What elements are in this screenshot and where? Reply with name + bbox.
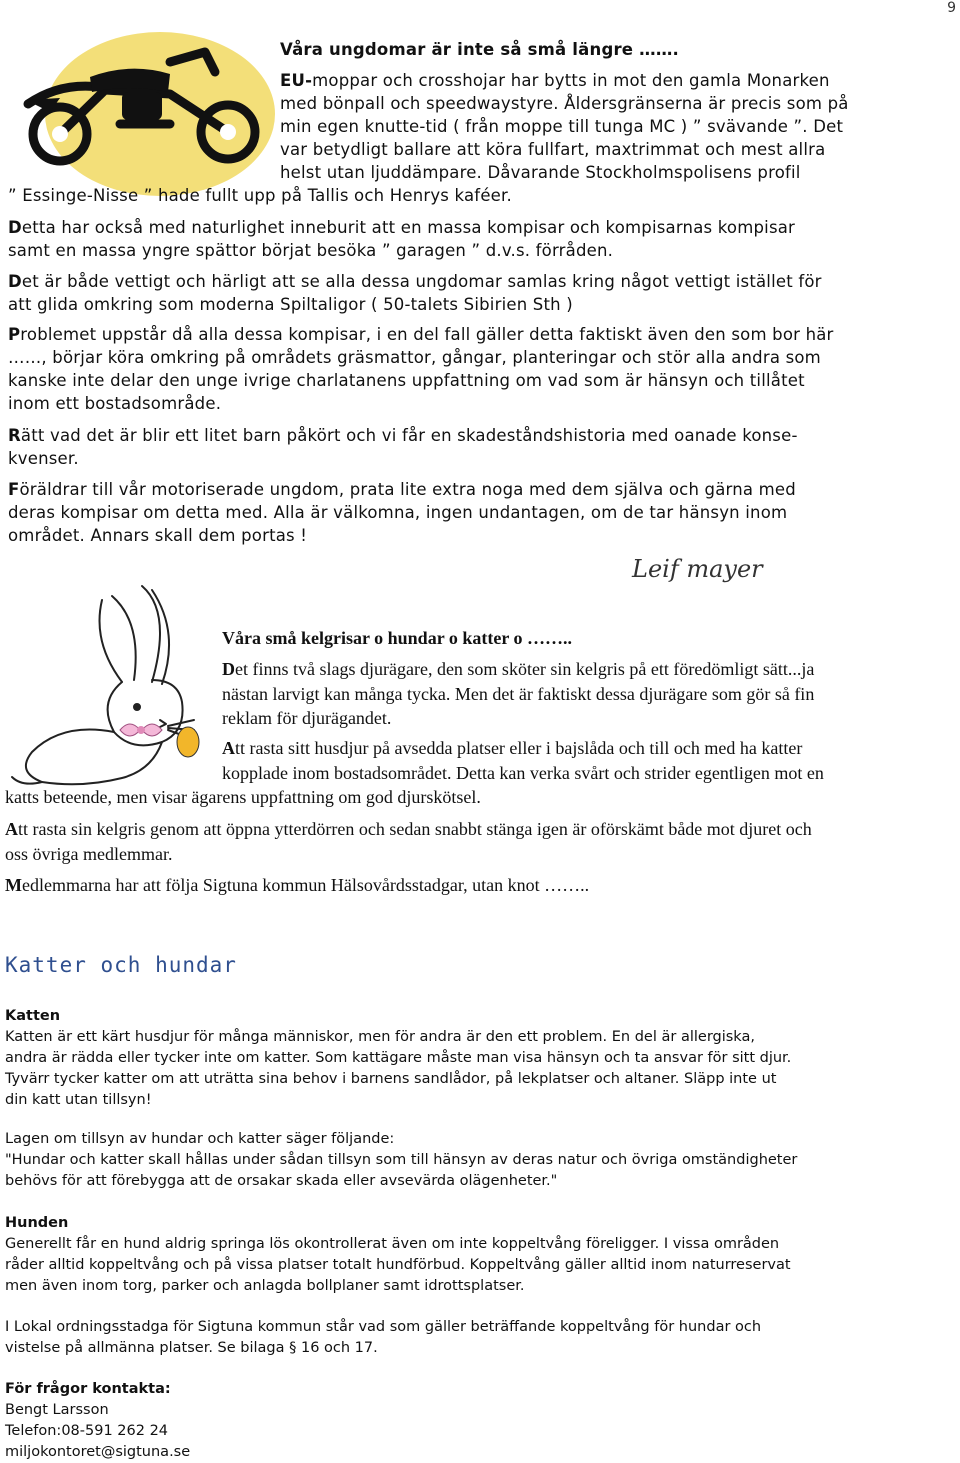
text: Katten är ett kärt husdjur för många människor, men för andra är den ett problem. En del är allergiska,: [5, 1029, 755, 1045]
text: min egen knutte-tid ( från moppe till tunga MC ) ” svävande ”. Det: [280, 117, 844, 136]
lag-block: [5, 1129, 797, 1192]
rabbit-illustration: [2, 582, 214, 790]
paragraph-problemet: [8, 323, 834, 415]
contact-email[interactable]: miljokontoret@sigtuna.se: [5, 1444, 191, 1460]
contact-block: [5, 1379, 190, 1463]
text: ” Essinge-Nisse ” hade fullt upp på Tallis och Henrys kaféer.: [8, 186, 512, 205]
text: moppar och crosshojar har bytts in mot den gamla Monarken: [312, 71, 830, 90]
lokal-block: [5, 1317, 761, 1359]
motorcycle-illustration: [20, 32, 280, 202]
hunden-block: [5, 1213, 791, 1297]
signature: Leif mayer: [632, 555, 763, 583]
paragraph-rasta-kelgris: [5, 817, 812, 866]
text: "Hundar och katter skall hållas under sådan tillsyn som till hänsyn av deras natur och övriga omständigheter: [5, 1152, 798, 1168]
text: tt rasta sin kelgris genom att öppna ytterdörren och sedan snabbt stänga igen är oförskämt både mot djuret och: [18, 819, 812, 839]
text: samt en massa yngre spättor börjat besöka ” garagen ” d.v.s. förråden.: [8, 241, 614, 260]
paragraph-djuragare: [222, 657, 814, 731]
paragraph-foraldrar: [8, 478, 796, 547]
paragraph-kompisar: [8, 216, 795, 262]
lead: M: [5, 875, 22, 895]
text: oss övriga medlemmar.: [5, 843, 173, 864]
text: var betydligt ballare att köra fullfart, maxtrimmat och mest allra: [280, 140, 826, 159]
paragraph-mopeds: [280, 69, 849, 184]
text: Generellt får en hund aldrig springa lös okontrollerat även om inte koppeltvång föreligger. I vissa områden: [5, 1236, 780, 1252]
text: behövs för att förebygga att de orsakar skada eller avsevärda olägenheter.": [5, 1173, 558, 1189]
page-number: 9: [947, 0, 956, 16]
section-heading: Katter och hundar: [5, 953, 237, 977]
text: öräldrar till vår motoriserade ungdom, prata lite extra noga med dem själva och gärna med: [19, 480, 796, 499]
subheading: Katten: [5, 1008, 61, 1024]
text: din katt utan tillsyn!: [5, 1092, 152, 1108]
text: kopplade inom bostadsområdet. Detta kan verka svårt och strider egentligen mot en: [222, 762, 824, 783]
text: deras kompisar om detta med. Alla är välkomna, ingen undantagen, om de tar hänsyn inom: [8, 503, 788, 522]
text: I Lokal ordningsstadga för Sigtuna kommun står vad som gäller beträffande koppeltvång för hundar och: [5, 1319, 762, 1335]
lead: EU-: [280, 71, 313, 90]
lead: D: [222, 659, 235, 679]
lead: A: [5, 819, 18, 839]
paragraph-ratt: [8, 424, 798, 470]
section-title: Våra små kelgrisar o hundar o katter o ……..: [222, 628, 573, 648]
lead: A: [222, 738, 235, 758]
contact-title: För frågor kontakta:: [5, 1381, 171, 1397]
paragraph-medlemmarna: [5, 873, 589, 898]
katten-block: [5, 1006, 791, 1111]
text: tt rasta sitt husdjur på avsedda platser eller i bajslåda och till och med ha katter: [235, 738, 803, 758]
text: ätt vad det är blir ett litet barn påkört och vi får en skadeståndshistoria med oanade konse-: [20, 426, 798, 445]
text: vistelse på allmänna platser. Se bilaga § 16 och 17.: [5, 1340, 378, 1356]
text: et finns två slags djurägare, den som sköter sin kelgris på ett föredömligt sätt...ja: [235, 659, 815, 679]
text: katts beteende, men visar ägarens uppfattning om god djurskötsel.: [5, 787, 481, 807]
lead: R: [8, 426, 21, 445]
subheading: Hunden: [5, 1215, 69, 1231]
lead: D: [8, 272, 22, 291]
text: ……, börjar köra omkring på områdets gräsmattor, gångar, planteringar och stör alla andra som: [8, 348, 821, 367]
text: men även inom torg, parker och anlagda bollplaner samt idrottsplatser.: [5, 1278, 525, 1294]
text: inom ett bostadsområde.: [8, 394, 222, 413]
text: andra är rädda eller tycker inte om katter. Som kattägare måste man visa hänsyn och ta ansvar för sitt djur.: [5, 1050, 792, 1066]
contact-phone: Telefon:08-591 262 24: [5, 1423, 169, 1439]
text: edlemmarna har att följa Sigtuna kommun Hälsovårdsstadgar, utan knot ……..: [22, 875, 590, 895]
text: roblemet uppstår då alla dessa kompisar, i en del fall gäller detta faktiskt även den som bor här: [20, 325, 834, 344]
text: et är både vettigt och härligt att se alla dessa ungdomar samlas kring något vettigt istället för: [21, 272, 822, 291]
paragraph-rasta-husdjur: [222, 736, 824, 785]
lead: D: [8, 218, 22, 237]
contact-name: Bengt Larsson: [5, 1402, 109, 1418]
text: nästan larvigt kan många tycka. Men det är faktiskt dessa djurägare som gör så fin: [222, 683, 815, 704]
text: Lagen om tillsyn av hundar och katter säger följande:: [5, 1131, 395, 1147]
text: med bönpall och speedwaystyre. Åldersgränserna är precis som på: [280, 94, 849, 113]
text: kanske inte delar den unge ivrige charlatanens uppfattning om vad som är hänsyn och tillåtet: [8, 371, 805, 390]
text: etta har också med naturlighet inneburit att en massa kompisar och kompisarnas kompisar: [21, 218, 796, 237]
lead: F: [8, 480, 20, 499]
text: att glida omkring som moderna Spiltaligor ( 50-talets Sibirien Sth ): [8, 295, 573, 314]
text: reklam för djurägandet.: [222, 708, 392, 728]
lead: P: [8, 325, 21, 344]
text: Tyvärr tycker katter om att uträtta sina behov i barnens sandlådor, på lekplatser och altaner. Släpp inte ut: [5, 1071, 777, 1087]
text: området. Annars skall dem portas !: [8, 526, 308, 545]
text: råder alltid koppeltvång och på vissa platser totalt hundförbud. Koppeltvång gäller alltid inom naturreservat: [5, 1257, 791, 1273]
text: helst utan ljuddämpare. Dåvarande Stockholmspolisens profil: [280, 163, 801, 182]
text: kvenser.: [8, 449, 79, 468]
paragraph-vettigt: [8, 270, 822, 316]
section-title: Våra ungdomar är inte så små längre …….: [280, 40, 679, 59]
